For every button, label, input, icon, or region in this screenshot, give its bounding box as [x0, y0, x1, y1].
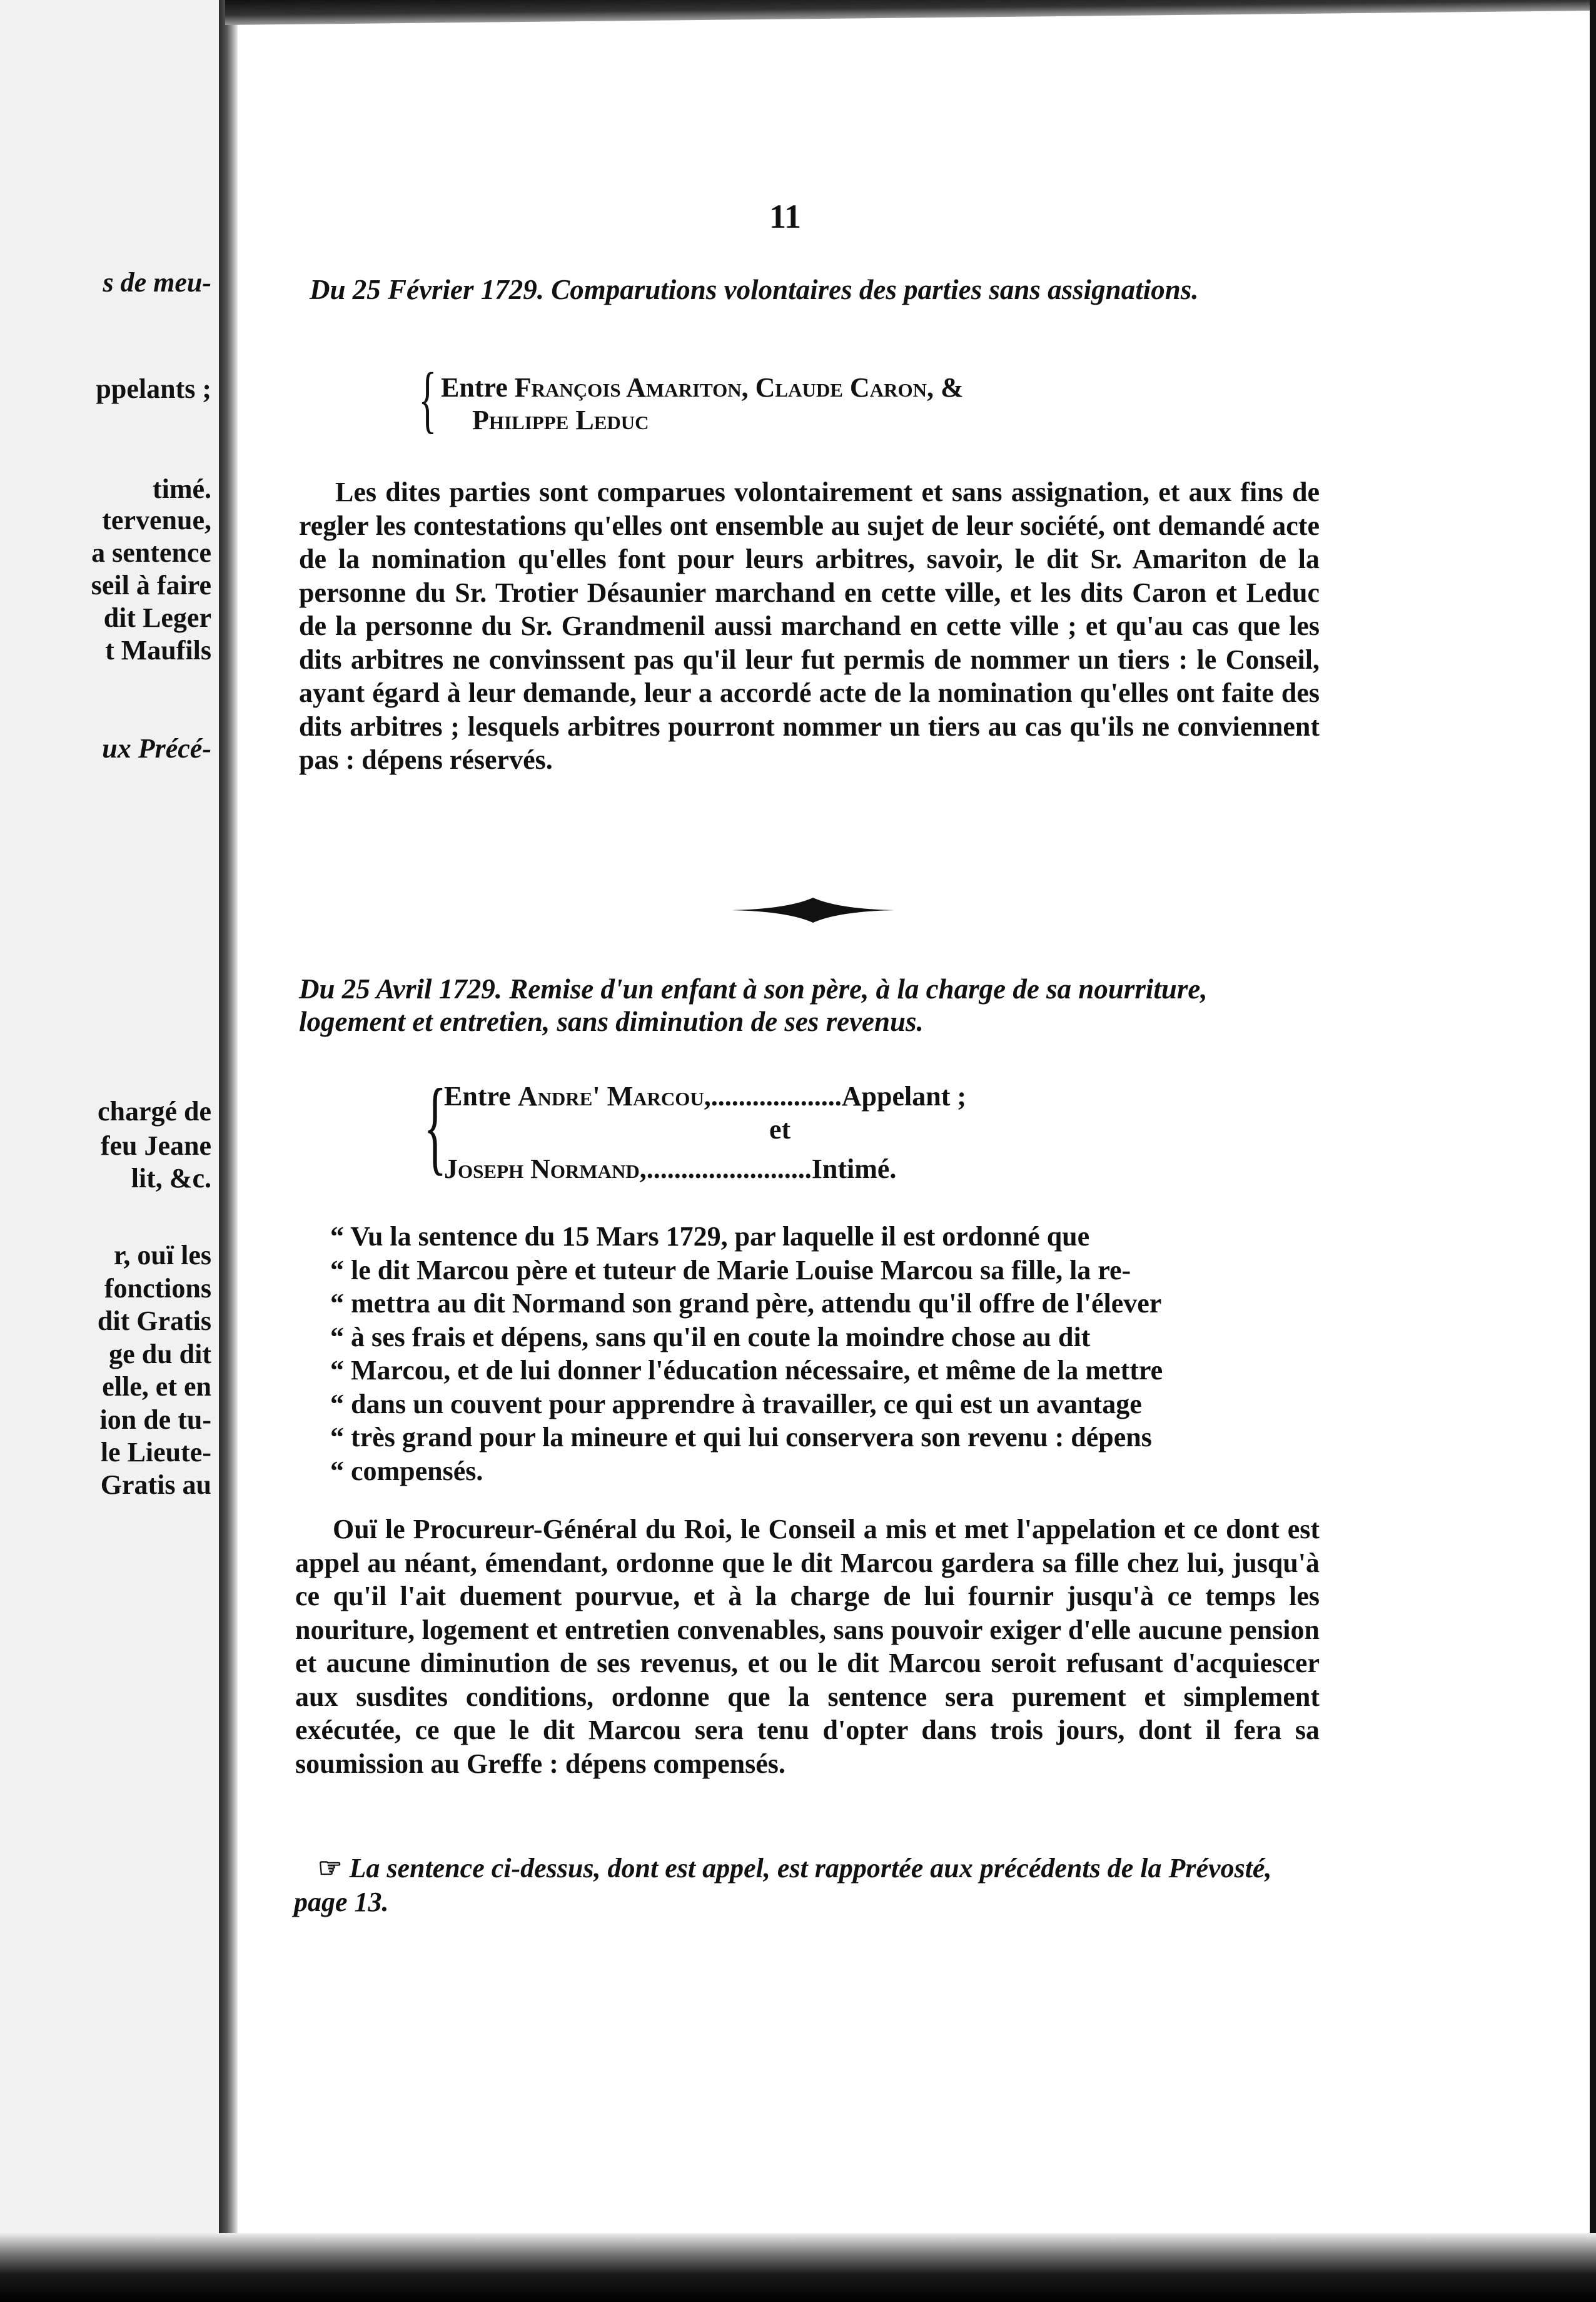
- quote-mark: “: [330, 1288, 344, 1319]
- appellant-role: Appelant ;: [841, 1081, 967, 1112]
- quote-line: [330, 1454, 1318, 1488]
- quote-mark: “: [330, 1254, 344, 1285]
- facing-line: feu Jeane: [100, 1130, 211, 1161]
- entry1-date: Du 25 Février 1729.: [310, 274, 544, 305]
- page-number: 11: [769, 198, 802, 235]
- facing-line: le Lieute-: [100, 1437, 211, 1468]
- quote-line: [330, 1254, 1318, 1287]
- facing-line: timé.: [152, 474, 211, 504]
- entry2-date: Du 25 Avril 1729.: [299, 973, 503, 1005]
- entry1-brace: {: [418, 357, 437, 440]
- entry2-ruling: Ouï le Procureur-Général du Roi, le Conseil a mis et met l'appelation et ce dont est appel au néant, émendant, ordonne que le dit Marcou gardera sa fille chez lui, jusqu'à ce qu'il l'ait duement pourvue, et à la charge de lui fournir jusqu'à ce temps les nouriture, logement et entretien convenables, sans pouvoir exiger d'elle aucune pension et aucune diminution de ses revenus, et ou le dit Marcou seroit refusant d'acquiescer aux susdites conditions, ordonne que la sentence sera purement et simplement exécutée, ce que le dit Marcou sera tenu d'opter dans trois jours, dont il fera sa soumission au Greffe : dépens compensés.: [295, 1514, 1320, 1779]
- entry2-heading: [299, 973, 1318, 1038]
- facing-line: ux Précé-: [102, 733, 211, 764]
- facing-line: a sentence: [91, 537, 211, 568]
- party-leduc: Philippe Leduc: [472, 405, 649, 435]
- quote-text: dans un couvent pour apprendre à travailler, ce qui est un avantage: [351, 1388, 1142, 1419]
- respondent-line: [444, 1153, 1313, 1185]
- leader-dots: ,........................: [639, 1154, 812, 1184]
- facing-line: dit Leger: [103, 602, 211, 633]
- facing-line: ion de tu-: [99, 1404, 211, 1435]
- quote-mark: “: [330, 1455, 344, 1486]
- facing-line: s de meu-: [103, 267, 211, 298]
- respondent-name: Joseph Normand: [444, 1154, 640, 1184]
- quoted-sentence: [330, 1220, 1318, 1488]
- facing-line: fonctions: [104, 1273, 211, 1304]
- ornamental-divider: [732, 891, 894, 929]
- scan-right-edge: [1590, 0, 1596, 2302]
- quote-line: [330, 1354, 1318, 1387]
- facing-page-fragment: [0, 0, 219, 2252]
- quote-text: Vu la sentence du 15 Mars 1729, par laquelle il est ordonné que: [350, 1221, 1090, 1252]
- leader-dots: ,...................: [704, 1081, 842, 1112]
- quote-line: [330, 1421, 1318, 1454]
- quote-text: mettra au dit Normand son grand père, attendu qu'il offre de l'élever: [351, 1288, 1162, 1319]
- facing-line: tervenue,: [102, 505, 211, 535]
- entry2-title: Remise d'un enfant à son père, à la charge de sa nourriture, logement et entretien, sans diminution de ses revenus.: [299, 973, 1208, 1037]
- quote-text: à ses frais et dépens, sans qu'il en coute la moindre chose au dit: [351, 1321, 1091, 1352]
- quote-mark: “: [330, 1221, 344, 1252]
- entry1-title: Comparutions volontaires des parties sans assignations.: [551, 274, 1199, 305]
- quote-mark: “: [330, 1422, 344, 1453]
- appellant-line: [444, 1080, 1313, 1113]
- cross-reference-note: [294, 1852, 1320, 1919]
- entry1-heading: [310, 273, 1326, 306]
- facing-line: r, ouï les: [113, 1240, 211, 1270]
- note-text: La sentence ci-dessus, dont est appel, est rapportée aux précédents de la Prévosté, page 13.: [294, 1853, 1272, 1917]
- facing-line: seil à faire: [91, 570, 211, 601]
- quote-text: Marcou, et de lui donner l'éducation nécessaire, et même de la mettre: [351, 1355, 1163, 1386]
- quote-text: le dit Marcou père et tuteur de Marie Louise Marcou sa fille, la re-: [351, 1254, 1131, 1285]
- scan-bottom-edge: [0, 2233, 1596, 2302]
- quote-line: [330, 1387, 1318, 1421]
- entry1-body: Les dites parties sont comparues volontairement et sans assignation, et aux fins de regler les contestations qu'elles ont ensemble au sujet de leur société, ont demandé acte de la nomination qu'elles font pour leurs arbitres, savoir, le dit Sr. Amariton de la personne du Sr. Trotier Désaunier marchand en cette ville, et les dits Caron et Leduc de la personne du Sr. Grandmenil aussi marchand en cette ville ; et qu'au cas que les dits arbitres ne convinssent pas qu'il leur fut permis de nommer un tiers : le Conseil, ayant égard à leur demande, leur a accordé acte de la nomination qu'elles ont faite des dits arbitres ; lesquels arbitres pourront nommer un tiers au cas qu'ils ne conviennent pas : dépens réservés.: [299, 477, 1320, 775]
- facing-line: Gratis au: [100, 1469, 211, 1500]
- ampersand: , &: [926, 372, 964, 403]
- facing-line: lit, &c.: [131, 1163, 211, 1194]
- quote-line: [330, 1220, 1318, 1254]
- quote-text: très grand pour la mineure et qui lui conservera son revenu : dépens: [351, 1422, 1152, 1453]
- entre-label: Entre: [441, 372, 515, 403]
- party-caron: Claude Caron: [755, 372, 927, 403]
- party-amariton: François Amariton: [514, 372, 742, 403]
- quote-mark: “: [330, 1388, 344, 1419]
- respondent-role: Intimé.: [811, 1154, 897, 1184]
- facing-line: chargé de: [97, 1096, 211, 1127]
- facing-line: t Maufils: [105, 635, 211, 666]
- facing-line: dit Gratis: [97, 1306, 211, 1336]
- quote-line: [330, 1287, 1318, 1321]
- entry1-parties-line1: Entre François Amariton, Claude Caron, &: [441, 372, 964, 403]
- entry2-brace: {: [423, 1067, 447, 1185]
- quote-line: [330, 1321, 1318, 1354]
- pointing-hand-icon: ☞: [318, 1853, 343, 1884]
- quote-mark: “: [330, 1321, 344, 1352]
- entre-label: Entre: [444, 1081, 518, 1112]
- quote-text: compensés.: [351, 1455, 483, 1486]
- appellant-name: Andre' Marcou: [517, 1081, 704, 1112]
- book-gutter: [219, 0, 238, 2264]
- facing-line: ge du dit: [109, 1339, 211, 1369]
- facing-line: ppelants ;: [96, 373, 211, 404]
- et-conjunction: et: [769, 1114, 791, 1145]
- quote-mark: “: [330, 1355, 344, 1386]
- facing-line: elle, et en: [102, 1371, 211, 1402]
